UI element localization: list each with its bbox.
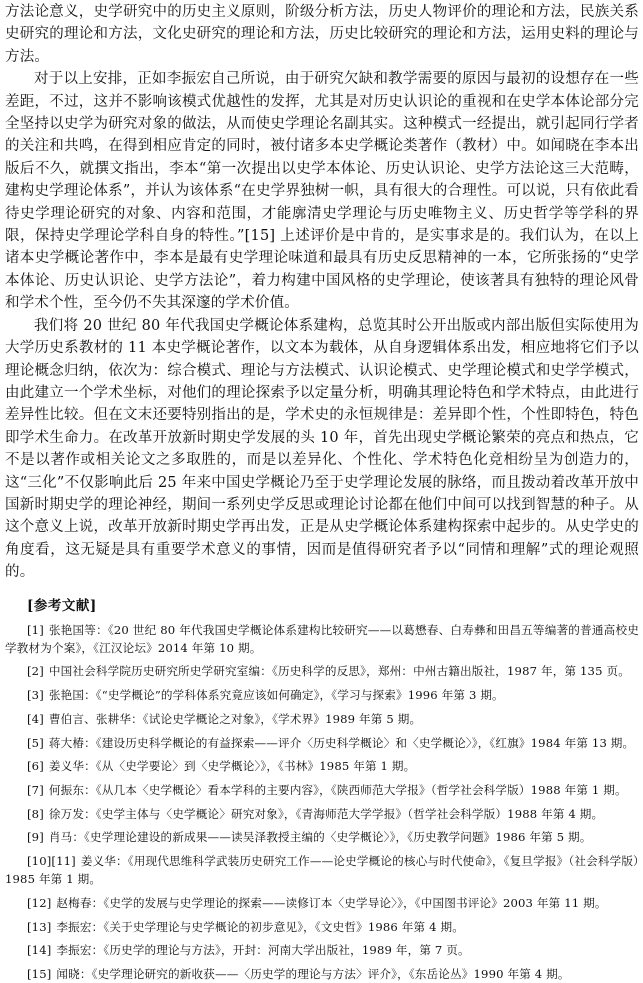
reference-item — [5, 734, 639, 752]
paragraph-continued: 方法论意义，史学研究中的历史主义原则，阶级分析方法，历史人物评价的理论和方法，民族关系史研究的理论和方法，文化史研究的理论和方法，历史比较研究的理论和方法，运用史料的理论与方法。 — [5, 4, 639, 65]
reference-number: [10][11] — [27, 854, 76, 869]
reference-item — [5, 852, 639, 888]
reference-number: [2] — [27, 664, 44, 679]
reference-number: [14] — [27, 943, 52, 958]
reference-number: [5] — [27, 735, 44, 750]
reference-text: 李振宏：《历史学的理论与方法》，开封：河南大学出版社，1989 年，第 7 页。 — [56, 943, 470, 958]
references-list — [5, 621, 639, 983]
reference-number: [15] — [27, 967, 52, 982]
reference-number: [13] — [27, 919, 52, 934]
reference-item — [5, 710, 639, 728]
reference-item — [5, 621, 639, 657]
reference-text: 闻晓：《史学理论研究的新收获——〈历史学的理论与方法〉评介》，《东岳论丛》1990 年第 4 期。 — [56, 967, 570, 982]
reference-item — [5, 662, 639, 680]
reference-number: [12] — [27, 896, 52, 910]
reference-text: 张艳国：《“史学概论”的学科体系究竟应该如何确定》，《学习与探索》1996 年第 3 期。 — [48, 688, 504, 703]
reference-text: 李振宏：《关于史学理论与史学概论的初步意见》，《文史哲》1986 年第 4 期。 — [56, 919, 464, 934]
reference-text: 肖马：《史学理论建设的新成果——读吴泽教授主编的〈史学概论〉》，《历史教学问题》1986 年第 5 期。 — [48, 830, 592, 845]
body-text — [5, 0, 639, 584]
reference-number: [7] — [27, 782, 44, 797]
reference-item — [5, 828, 639, 846]
reference-number: [1] — [27, 622, 44, 637]
paragraph: 我们将 20 世纪 80 年代我国史学概论体系建构，总览其时公开出版或内部出版但实际使用为大学历史系教材的 11 本史学概论著作，以文本为载体，从自身逻辑体系出发，相应地将它们予以理论概念归纳，依次为：综合模式、理论与方法模式、认识论模式、史学理论模式和史学学模式，由此建立一个学术坐标，对他们的理论探索予以定量分析，明确其理论特色和学术特点，由此进行差异性比较。但在文末还要特别指出的是，学术史的永恒规律是：差异即个性，个性即特色，特色即学术生命力。在改革开放新时期史学发展的头 10 年，首先出现史学概论繁荣的亮点和热点，它不是以著作或相关论文之多取胜的，而是以差异化、个性化、学术特色化竞相纷呈为创造力的，这“三化”不仅影响此后 25 年来中国史学概论乃至于史学理论发展的脉络，而且拨动着改革开放中国新时期史学的理论神经，期间一系列史学反思或理论讨论都在他们中间可以找到智慧的种子。从这个意义上说，改革开放新时期史学再出发，正是从史学概论体系建构探索中起步的。从史学史的角度看，这无疑是具有重要学术意义的事情，因而是值得研究者予以“同情和理解”式的理论观照的。 — [5, 317, 639, 581]
reference-item — [5, 757, 639, 775]
paragraph: 对于以上安排，正如李振宏自己所说，由于研究欠缺和教学需要的原因与最初的设想存在一些差距，不过，这并不影响该模式优越性的发挥，尤其是对历史认识论的重视和在史学本体论部分完全坚持以史学为研究对象的做法，从而使史学理论名副其实。这种模式一经提出，就引起同行学者的关注和共鸣，在得到相应肯定的同时，被付诸多本史学概论类著作（教材）中。如闻晓在李本出版后不久，就撰文指出，李本“第一次提出以史学本体论、历史认识论、史学方法论这三大范畴，建构史学理论体系”，并认为该体系“在史学界独树一帜，具有很大的合理性。可以说，只有依此看待史学理论研究的对象、内容和范围，才能廓清史学理论与历史唯物主义、历史哲学等学科的界限，保持史学理论学科自身的特性。”[15] 上述评价是中肯的，是实事求是的。我们认为，在以上诸本史学概论著作中，李本是最有史学理论味道和最具有历史反思精神的一本，它所张扬的“史学本体论、历史认识论、史学方法论”，着力构建中国风格的史学理论，使该著具有独特的理论风骨和学术个性，至今仍不失其深邃的学术价值。 — [5, 71, 639, 312]
reference-item — [5, 686, 639, 704]
reference-item — [5, 805, 639, 823]
reference-text: 中国社会科学院历史研究所史学研究室编：《历史科学的反思》，郑州：中州古籍出版社，1987 年，第 135 页。 — [48, 664, 630, 679]
reference-text: 曹伯言、张耕华：《试论史学概论之对象》，《学术界》1989 年第 5 期。 — [48, 711, 422, 726]
reference-text: 姜义华：《从〈史学要论〉到〈史学概论〉》，《书林》1985 年第 1 期。 — [48, 759, 416, 774]
reference-text: 蒋大椿：《建设历史科学概论的有益探索——评介〈历史科学概论〉和〈史学概论〉》，《红旗》1984 年第 13 期。 — [48, 735, 635, 750]
reference-number: [4] — [27, 711, 44, 726]
reference-number: [9] — [27, 830, 44, 845]
reference-text: 姜义华：《用现代思维科学武装历史研究工作——论史学概论的核心与时代使命》，《复旦学报》（社会科学版）1985 年第 1 期。 — [5, 854, 640, 887]
reference-text: 赵梅春：《史学的发展与史学理论的探索——读修订本〈史学导论〉》，《中国图书评论》2003 年第 11 期。 — [56, 896, 607, 910]
reference-item — [5, 781, 639, 799]
reference-text: 张艳国等：《20 世纪 80 年代我国史学概论体系建构比较研究——以葛懋春、白寿彝和田昌五等编著的普通高校史学教材为个案》，《江汉论坛》2014 年第 10 期。 — [5, 622, 639, 655]
references-heading: [参考文献] — [27, 597, 97, 614]
reference-number: [8] — [27, 806, 44, 821]
reference-item — [5, 941, 639, 959]
reference-item — [5, 965, 639, 983]
reference-number: [6] — [27, 759, 44, 774]
reference-text: 何振东：《从几本〈史学概论〉看本学科的主要内容》，《陕西师范大学报》（哲学社会科学版）1988 年第 1 期。 — [48, 782, 627, 797]
reference-item — [5, 918, 639, 936]
reference-item — [5, 894, 639, 912]
reference-text: 徐万发：《史学主体与〈史学概论〉研究对象》，《青海师范大学学报》（哲学社会科学版）1988 年第 4 期。 — [48, 806, 604, 821]
reference-number: [3] — [27, 688, 44, 703]
